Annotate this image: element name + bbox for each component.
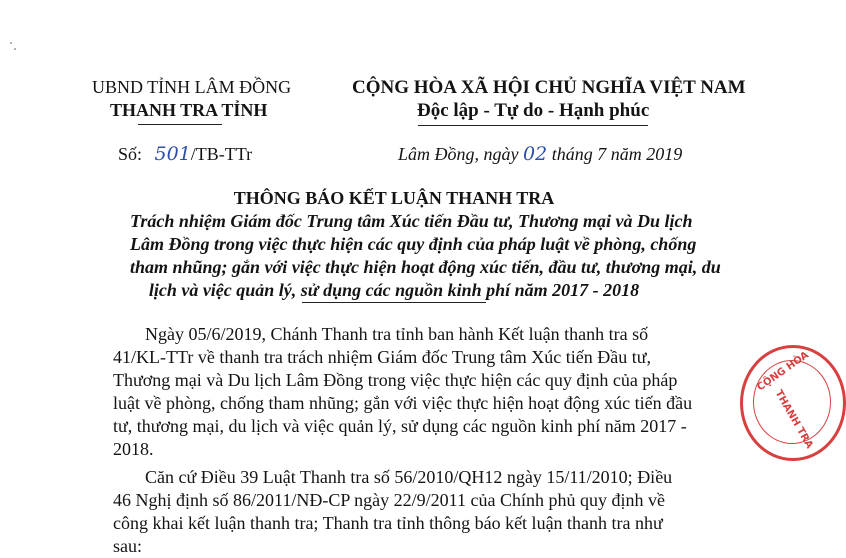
document-number [118, 143, 252, 165]
scan-speck [10, 42, 12, 44]
paragraph-line: sau: [113, 536, 142, 556]
subtitle-line: lịch và việc quản lý, sử dụng các nguồn kinh phí năm 2017 - 2018 [148, 280, 640, 300]
number-handwritten: 501 [154, 143, 191, 165]
seal-inner-ring [753, 360, 831, 444]
paragraph-line: 2018. [113, 439, 154, 459]
org-department: THANH TRA TỈNH [110, 100, 268, 120]
paragraph-intro [113, 323, 692, 461]
paragraph-line: công khai kết luận thanh tra; Thanh tra tỉnh thông báo kết luận thanh tra như [113, 513, 663, 533]
paragraph-line: Căn cứ Điều 39 Luật Thanh tra số 56/2010/QH12 ngày 15/11/2010; Điều [145, 467, 673, 487]
nation-name: CỘNG HÒA XÃ HỘI CHỦ NGHĨA VIỆT NAM [352, 77, 746, 98]
date-prefix: Lâm Đồng, ngày [398, 144, 519, 164]
date-suffix: tháng 7 năm 2019 [551, 144, 683, 164]
subtitle-line: Trách nhiệm Giám đốc Trung tâm Xúc tiến Đầu tư, Thương mại và Du lịch [130, 211, 693, 231]
paragraph-basis [113, 466, 672, 558]
paragraph-line: Ngày 05/6/2019, Chánh Thanh tra tỉnh ban hành Kết luận thanh tra số [145, 324, 649, 344]
date-day-handwritten: 02 [523, 143, 548, 165]
paragraph-line: Thương mại và Du lịch Lâm Đồng trong việc thực hiện các quy định của pháp [113, 370, 678, 390]
org-underline [138, 124, 222, 125]
subtitle-line: tham nhũng; gắn với việc thực hiện hoạt động xúc tiến, đầu tư, thương mại, du [130, 257, 721, 277]
nation-motto: Độc lập - Tự do - Hạnh phúc [417, 100, 650, 121]
number-prefix: Số: [118, 144, 143, 164]
paragraph-line: luật về phòng, chống tham nhũng; gắn với việc thực hiện hoạt động xúc tiến đầu [113, 393, 693, 413]
document-title: THÔNG BÁO KẾT LUẬN THANH TRA [233, 188, 555, 208]
paragraph-line: 41/KL-TTr về thanh tra trách nhiệm Giám đốc Trung tâm Xúc tiến Đầu tư, [113, 347, 651, 367]
number-suffix: /TB-TTr [190, 144, 253, 164]
seal-text-side: THANH TRA [772, 388, 815, 451]
scan-speck [14, 48, 16, 50]
seal-text-top: CỘNG HÒA [755, 349, 811, 394]
document-date [398, 143, 682, 165]
paragraph-line: tư, thương mại, du lịch và việc quản lý, sử dụng các nguồn kinh phí năm 2017 - [113, 416, 687, 436]
document-subtitle [130, 210, 721, 302]
subtitle-line: Lâm Đồng trong việc thực hiện các quy định của pháp luật về phòng, chống [130, 234, 697, 254]
official-seal [740, 345, 846, 461]
paragraph-line: 46 Nghị định số 86/2011/NĐ-CP ngày 22/9/2011 của Chính phủ quy định về [113, 490, 665, 510]
subtitle-underline [302, 302, 486, 303]
motto-underline [418, 125, 648, 126]
org-name: UBND TỈNH LÂM ĐỒNG [92, 77, 292, 97]
